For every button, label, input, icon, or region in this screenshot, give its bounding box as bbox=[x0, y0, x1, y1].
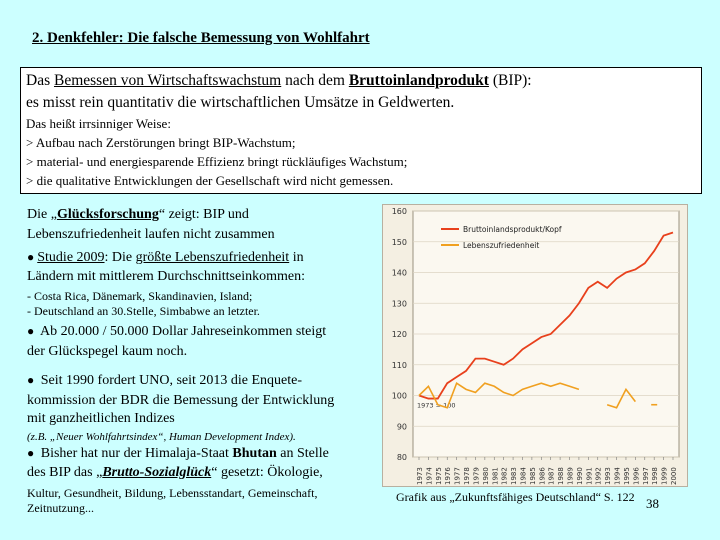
y-tick-label: 160 bbox=[391, 207, 407, 216]
box-line-1-mid: nach dem bbox=[281, 72, 349, 89]
bullet-icon: ● bbox=[27, 324, 35, 338]
x-tick-label: 1978 bbox=[463, 467, 472, 485]
bhutan-line-4: Zeitnutzung... bbox=[27, 501, 94, 515]
x-tick-label: 1973 bbox=[416, 467, 424, 485]
box-line-1-post: (BIP): bbox=[488, 72, 532, 89]
y-tick-label: 110 bbox=[391, 360, 407, 370]
x-tick-label: 1985 bbox=[528, 467, 537, 485]
x-tick-label: 1979 bbox=[472, 467, 481, 485]
box-line-1-bold: Bruttoinlandprodukt bbox=[348, 72, 489, 89]
bullet-icon: ● bbox=[27, 446, 35, 460]
x-tick-label: 1997 bbox=[641, 467, 650, 485]
box-line-2: es misst rein quantitativ die wirtschaftlichen Umsätze in Geldwerten. bbox=[26, 94, 455, 111]
slide-title: 2. Denkfehler: Die falsche Bemessung von Wohlfahrt bbox=[32, 30, 370, 46]
x-tick-label: 1989 bbox=[566, 467, 575, 485]
x-tick-label: 1984 bbox=[519, 467, 528, 485]
y-tick-label: 80 bbox=[396, 453, 407, 462]
base-label: 1973 = 100 bbox=[417, 401, 456, 410]
bhutan-post: an Stelle bbox=[276, 446, 329, 461]
uno-line-4: (z.B. „Neuer Wohlfahrtsindex“, Human Development Index). bbox=[27, 431, 296, 443]
x-tick-label: 1990 bbox=[575, 467, 584, 485]
x-tick-label: 1981 bbox=[491, 467, 500, 485]
x-tick-label: 1987 bbox=[547, 467, 556, 485]
study-year: Studie 2009 bbox=[37, 250, 105, 265]
x-tick-label: 1976 bbox=[444, 467, 453, 485]
x-tick-label: 1986 bbox=[538, 467, 547, 485]
box-line-1-pre: Das bbox=[26, 72, 54, 89]
x-tick-label: 1998 bbox=[651, 467, 660, 485]
p1-pre: Die „ bbox=[27, 207, 57, 222]
uno-line-3: mit ganzheitlichen Indizes bbox=[27, 411, 175, 426]
box-line-5: > material- und energiesparende Effizienz bringt rückläufiges Wachstum; bbox=[26, 154, 408, 169]
study-line-2: Ländern mit mittlerem Durchschnittseinkommen: bbox=[27, 269, 305, 284]
x-tick-label: 1975 bbox=[434, 467, 443, 485]
country-list-line-2: - Deutschland an 30.Stelle, Simbabwe an letzter. bbox=[27, 304, 260, 318]
x-tick-label: 1991 bbox=[585, 467, 594, 485]
study-highlight: größte Lebenszufriedenheit bbox=[135, 250, 290, 265]
x-tick-label: 1982 bbox=[500, 467, 509, 485]
x-tick-label: 1994 bbox=[613, 467, 622, 485]
x-tick-label: 1977 bbox=[453, 467, 462, 485]
box-line-1-underline: Bemessen von Wirtschaftswachstum bbox=[53, 72, 282, 89]
x-tick-label: 1993 bbox=[604, 467, 613, 485]
x-tick-label: 1980 bbox=[481, 467, 490, 485]
p1-post: “ zeigt: BIP und bbox=[158, 207, 249, 222]
gdp-happiness-chart bbox=[382, 204, 688, 487]
y-tick-label: 90 bbox=[396, 422, 407, 432]
box-line-3: Das heißt irrsinniger Weise: bbox=[26, 116, 171, 131]
y-tick-label: 130 bbox=[391, 299, 407, 309]
x-tick-label: 1999 bbox=[660, 467, 669, 485]
x-tick-label: 1995 bbox=[622, 467, 631, 485]
p1-bold: Glücksforschung bbox=[56, 207, 159, 222]
definition-box bbox=[20, 67, 702, 194]
bullet-icon: ● bbox=[27, 373, 35, 387]
uno-line-1 bbox=[27, 373, 302, 389]
bhutan-line-2 bbox=[27, 465, 323, 481]
income-line-1 bbox=[27, 324, 326, 340]
chart-caption: Grafik aus „Zukunftsfähiges Deutschland“ S. 122 bbox=[396, 490, 635, 504]
x-tick-label: 1988 bbox=[557, 467, 566, 485]
y-tick-label: 100 bbox=[391, 391, 407, 401]
legend-label: Lebenszufriedenheit bbox=[463, 241, 540, 250]
bhutan-2-pre: des BIP das „ bbox=[27, 465, 103, 480]
y-tick-label: 150 bbox=[391, 237, 407, 247]
x-tick-label: 1996 bbox=[632, 467, 641, 485]
bhutan-bold: Bhutan bbox=[232, 446, 277, 461]
happiness-research-line-1 bbox=[27, 207, 249, 223]
x-tick-label: 1974 bbox=[425, 467, 434, 485]
y-tick-label: 140 bbox=[391, 268, 407, 278]
country-list-line-1: - Costa Rica, Dänemark, Skandinavien, Island; bbox=[27, 289, 253, 303]
bhutan-pre: Bisher hat nur der Himalaja-Staat bbox=[37, 446, 233, 461]
y-tick-label: 120 bbox=[391, 330, 407, 339]
income-line-2: der Glückspegel kaum noch. bbox=[27, 344, 188, 359]
income-text-1: Ab 20.000 / 50.000 Dollar Jahreseinkommen steigt bbox=[37, 324, 327, 339]
box-line-1 bbox=[26, 72, 532, 90]
x-tick-label: 1983 bbox=[510, 467, 519, 485]
happiness-research-line-2: Lebenszufriedenheit laufen nicht zusammen bbox=[27, 227, 275, 242]
chart-svg bbox=[383, 205, 687, 486]
bullet-icon: ● bbox=[27, 250, 35, 264]
bhutan-line-1 bbox=[27, 446, 329, 462]
x-tick-label: 1992 bbox=[594, 467, 603, 485]
page-number: 38 bbox=[646, 496, 659, 511]
study-mid: : Die bbox=[104, 250, 136, 265]
x-tick-label: 2000 bbox=[670, 467, 678, 485]
bhutan-2-post: “ gesetzt: Ökologie, bbox=[211, 465, 323, 480]
study-post: in bbox=[289, 250, 304, 265]
bhutan-line-3: Kultur, Gesundheit, Bildung, Lebensstandart, Gemeinschaft, bbox=[27, 486, 318, 500]
box-line-4: > Aufbau nach Zerstörungen bringt BIP-Wachstum; bbox=[26, 135, 296, 150]
box-line-6: > die qualitative Entwicklungen der Gesellschaft wird nicht gemessen. bbox=[26, 173, 394, 188]
legend-label: Bruttoinlandsprodukt/Kopf bbox=[463, 225, 562, 234]
study-line-1 bbox=[27, 250, 304, 266]
uno-text-1: Seit 1990 fordert UNO, seit 2013 die Enquete- bbox=[37, 373, 303, 388]
bhutan-2-bold: Brutto-Sozialglück bbox=[102, 465, 212, 480]
uno-line-2: kommission der BDR die Bemessung der Entwicklung bbox=[27, 393, 335, 408]
